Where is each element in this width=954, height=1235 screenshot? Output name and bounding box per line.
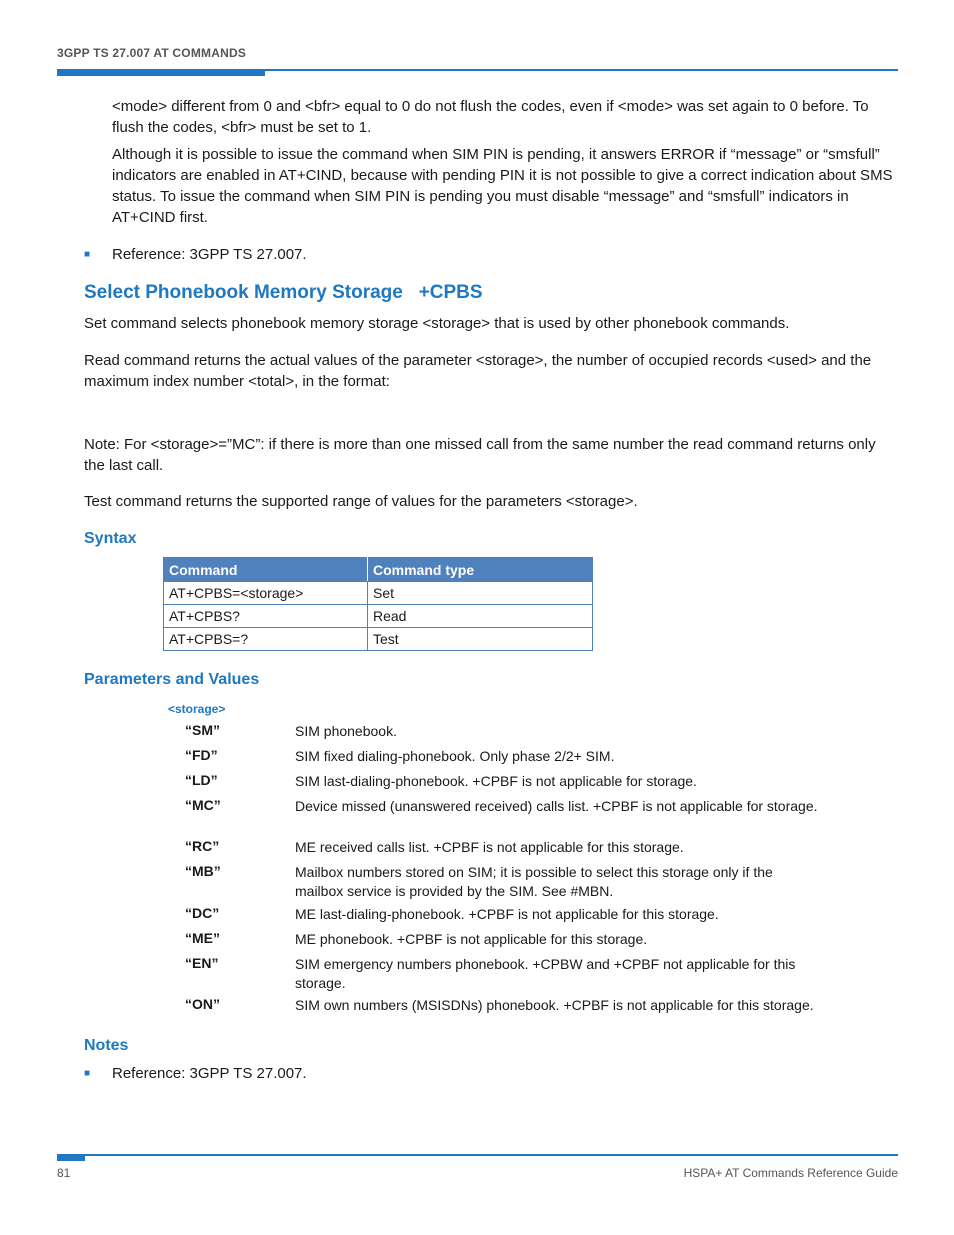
notes-reference: Reference: 3GPP TS 27.007. <box>112 1065 307 1082</box>
footer-rule <box>57 1154 898 1156</box>
footer-rule-accent <box>57 1154 85 1161</box>
table-row <box>164 582 593 605</box>
command-cell: AT+CPBS=? <box>164 628 368 651</box>
parameters-heading: Parameters and Values <box>84 671 260 688</box>
param-value-key: “DC” <box>185 905 220 921</box>
intro-reference: Reference: 3GPP TS 27.007. <box>112 246 307 263</box>
param-value-key: “ON” <box>185 996 220 1012</box>
param-value-desc: Device missed (unanswered received) calls list. +CPBF is not applicable for storage. <box>295 798 818 814</box>
syntax-heading: Syntax <box>84 530 137 547</box>
table-row <box>164 605 593 628</box>
bullet-icon: ■ <box>84 1068 91 1079</box>
syntax-table <box>163 557 593 651</box>
param-value-desc: SIM phonebook. <box>295 723 397 739</box>
section-description-read: Read command returns the actual values of the parameter <storage>, the number of occupied records <used> and the maximum index number <total>, in the format: <box>84 352 872 390</box>
param-value-desc: SIM last-dialing-phonebook. +CPBF is not applicable for storage. <box>295 773 697 789</box>
param-value-desc: Mailbox numbers stored on SIM; it is possible to select this storage only if the mailbox service is provided by the SIM. See #MBN. <box>295 864 773 899</box>
section-note: Note: For <storage>=”MC”: if there is more than one missed call from the same number the read command returns only the last call. <box>84 436 876 474</box>
intro-paragraph-1: <mode> different from 0 and <bfr> equal to 0 do not flush the codes, even if <mode> was set again to 0 before. To flush the codes, <bfr> must be set to 1. <box>112 98 869 136</box>
command-type-cell: Test <box>368 628 593 651</box>
table-row <box>164 628 593 651</box>
document-title: HSPA+ AT Commands Reference Guide <box>683 1166 898 1180</box>
command-type-cell: Read <box>368 605 593 628</box>
parameter-name: <storage> <box>168 702 226 716</box>
intro-paragraph-2: Although it is possible to issue the command when SIM PIN is pending, it answers ERROR if “message” or “smsfull” indicators are enabled in AT+CIND, because with pending PIN it is not possible to give a correct indication about SMS status. To issue the command when SIM PIN is pending you must disable “message” and “smsfull” indicators in AT+CIND first. <box>112 146 893 226</box>
param-value-key: “LD” <box>185 772 218 788</box>
param-value-desc: SIM own numbers (MSISDNs) phonebook. +CPBF is not applicable for this storage. <box>295 997 814 1013</box>
param-value-key: “ME” <box>185 930 220 946</box>
param-value-key: “FD” <box>185 747 218 763</box>
param-value-desc: SIM fixed dialing-phonebook. Only phase 2/2+ SIM. <box>295 748 615 764</box>
param-value-desc: ME last-dialing-phonebook. +CPBF is not applicable for this storage. <box>295 906 719 922</box>
column-header-command: Command <box>164 558 368 582</box>
section-description-set: Set command selects phonebook memory storage <storage> that is used by other phonebook commands. <box>84 315 790 332</box>
command-type-cell: Set <box>368 582 593 605</box>
header-rule-accent <box>57 69 265 76</box>
section-description-test: Test command returns the supported range of values for the parameters <storage>. <box>84 493 638 510</box>
section-title: Select Phonebook Memory Storage +CPBS <box>84 282 483 303</box>
bullet-icon: ■ <box>84 249 91 260</box>
running-header: 3GPP TS 27.007 AT COMMANDS <box>57 46 247 60</box>
param-value-key: “RC” <box>185 838 220 854</box>
param-value-key: “SM” <box>185 722 220 738</box>
column-header-command-type: Command type <box>368 558 593 582</box>
param-value-key: “EN” <box>185 955 219 971</box>
page-number: 81 <box>57 1166 71 1180</box>
command-cell: AT+CPBS=<storage> <box>164 582 368 605</box>
param-value-desc: ME phonebook. +CPBF is not applicable for this storage. <box>295 931 648 947</box>
param-value-key: “MB” <box>185 863 221 879</box>
param-value-desc: ME received calls list. +CPBF is not applicable for this storage. <box>295 839 684 855</box>
command-cell: AT+CPBS? <box>164 605 368 628</box>
param-value-key: “MC” <box>185 797 221 813</box>
notes-heading: Notes <box>84 1037 129 1054</box>
param-value-desc: SIM emergency numbers phonebook. +CPBW and +CPBF not applicable for this storage. <box>295 956 796 991</box>
